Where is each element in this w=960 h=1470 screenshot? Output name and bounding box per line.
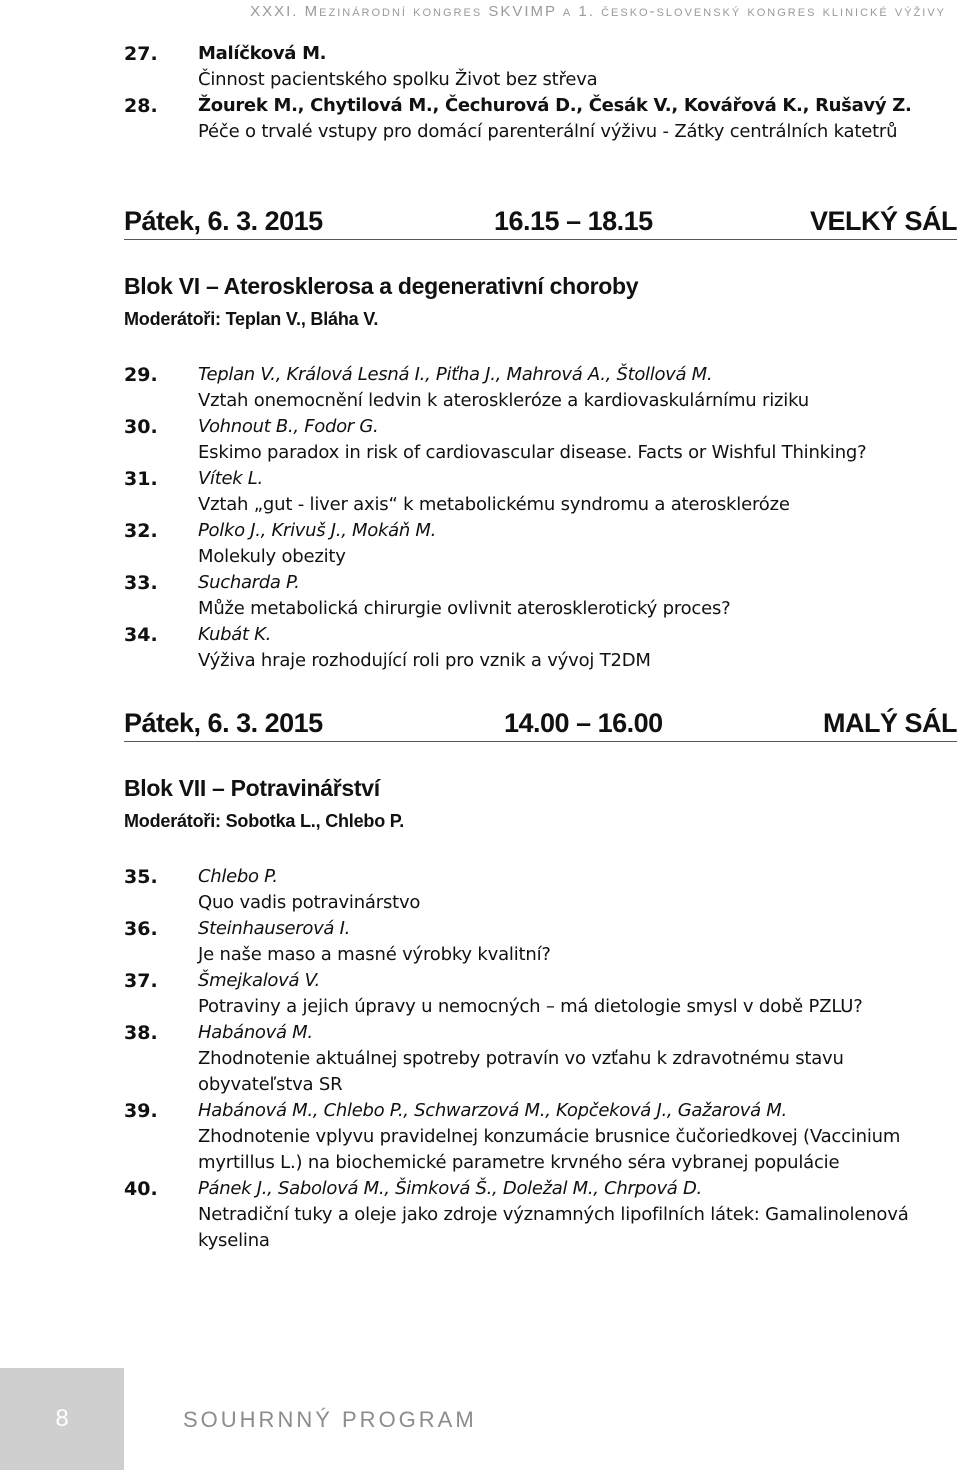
top-items [124, 41, 957, 145]
list-item [124, 41, 957, 93]
session-block-vi [124, 205, 957, 674]
item-number: 37. [124, 970, 158, 992]
list-item [124, 362, 957, 414]
item-authors: Polko J., Krivuš J., Mokáň M. [198, 520, 437, 541]
item-number: 35. [124, 866, 158, 888]
list-item [124, 864, 957, 916]
list-item [124, 1176, 957, 1254]
item-authors: Vohnout B., Fodor G. [198, 416, 379, 437]
session-time: 16.15 – 18.15 [494, 206, 653, 236]
session-items [124, 362, 957, 674]
page-number: 8 [55, 1405, 69, 1432]
item-title: Eskimo paradox in risk of cardiovascular disease. Facts or Wishful Thinking? [198, 442, 867, 463]
item-authors: Šmejkalová V. [198, 970, 320, 991]
list-item [124, 622, 957, 674]
section-label: SOUHRNNÝ PROGRAM [183, 1407, 477, 1432]
item-authors: Chlebo P. [198, 866, 278, 887]
list-item [124, 968, 957, 1020]
item-number: 30. [124, 416, 158, 438]
item-title: Quo vadis potravinárstvo [198, 892, 421, 913]
moderators: Moderátoři: Sobotka L., Chlebo P. [124, 811, 405, 831]
item-authors: Vítek L. [198, 468, 263, 489]
item-authors: Habánová M. [198, 1022, 313, 1043]
item-authors: Pánek J., Sabolová M., Šimková Š., Doležal M., Chrpová D. [198, 1178, 702, 1199]
session-items [124, 864, 957, 1254]
item-title: Vztah „gut - liver axis“ k metabolickému syndromu a ateroskleróze [198, 494, 790, 515]
list-item [124, 916, 957, 968]
item-authors: Steinhauserová I. [198, 918, 351, 939]
item-title: Zhodnotenie vplyvu pravidelnej konzumácie brusnice čučoriedkovej (Vaccinium myrtillus L.) na biochemické parametre krvného séra vybranej populácie [198, 1126, 901, 1173]
item-number: 27. [124, 43, 158, 65]
item-title: Péče o trvalé vstupy pro domácí parenterální výživu - Zátky centrálních katetrů [198, 121, 898, 142]
item-title: Činnost pacientského spolku Život bez střeva [198, 69, 598, 90]
item-number: 31. [124, 468, 158, 490]
item-number: 32. [124, 520, 158, 542]
item-title: Molekuly obezity [198, 546, 346, 567]
item-authors: Sucharda P. [198, 572, 300, 593]
item-title: Zhodnotenie aktuálnej spotreby potravín vo vzťahu k zdravotnému stavu obyvateľstva SR [198, 1048, 844, 1095]
item-number: 33. [124, 572, 158, 594]
item-number: 34. [124, 624, 158, 646]
item-number: 29. [124, 364, 158, 386]
item-number: 40. [124, 1178, 158, 1200]
list-item [124, 1098, 957, 1176]
session-block-vii [124, 707, 957, 1254]
item-number: 36. [124, 918, 158, 940]
item-title: Vztah onemocnění ledvin k ateroskleróze a kardiovaskulárnímu riziku [198, 390, 809, 411]
item-title: Netradiční tuky a oleje jako zdroje významných lipofilních látek: Gamalinolenová kyselina [198, 1204, 909, 1251]
session-time: 14.00 – 16.00 [504, 708, 663, 738]
session-header [124, 707, 957, 742]
item-number: 28. [124, 95, 158, 117]
item-authors: Malíčková M. [198, 43, 327, 64]
item-authors: Žourek M., Chytilová M., Čechurová D., Česák V., Kovářová K., Rušavý Z. [198, 95, 912, 116]
item-title: Je naše maso a masné výrobky kvalitní? [198, 944, 551, 965]
item-title: Může metabolická chirurgie ovlivnit aterosklerotický proces? [198, 598, 731, 619]
item-number: 39. [124, 1100, 158, 1122]
item-authors: Teplan V., Králová Lesná I., Piťha J., Mahrová A., Štollová M. [198, 364, 713, 385]
item-title: Potraviny a jejich úpravy u nemocných – má dietologie smysl v době PZLU? [198, 996, 863, 1017]
item-number: 38. [124, 1022, 158, 1044]
list-item [124, 570, 957, 622]
block-title: Blok VI – Aterosklerosa a degenerativní choroby [124, 273, 639, 299]
session-room: VELKÝ SÁL [809, 206, 957, 236]
session-header [124, 205, 957, 240]
running-title: XXXI. Mezinárodní kongres SKVIMP a 1. česko-slovenský kongres klinické výživy [250, 3, 946, 20]
running-header [250, 3, 946, 20]
moderators: Moderátoři: Teplan V., Bláha V. [124, 309, 379, 329]
session-date: Pátek, 6. 3. 2015 [124, 206, 323, 236]
session-room: MALÝ SÁL [823, 708, 957, 738]
item-title: Výživa hraje rozhodující roli pro vznik a vývoj T2DM [198, 650, 651, 671]
list-item [124, 518, 957, 570]
list-item [124, 1020, 957, 1098]
block-title: Blok VII – Potravinářství [124, 775, 380, 801]
list-item [124, 93, 957, 145]
list-item [124, 466, 957, 518]
item-authors: Habánová M., Chlebo P., Schwarzová M., Kopčeková J., Gažarová M. [198, 1100, 787, 1121]
session-date: Pátek, 6. 3. 2015 [124, 708, 323, 738]
item-authors: Kubát K. [198, 624, 272, 645]
list-item [124, 414, 957, 466]
